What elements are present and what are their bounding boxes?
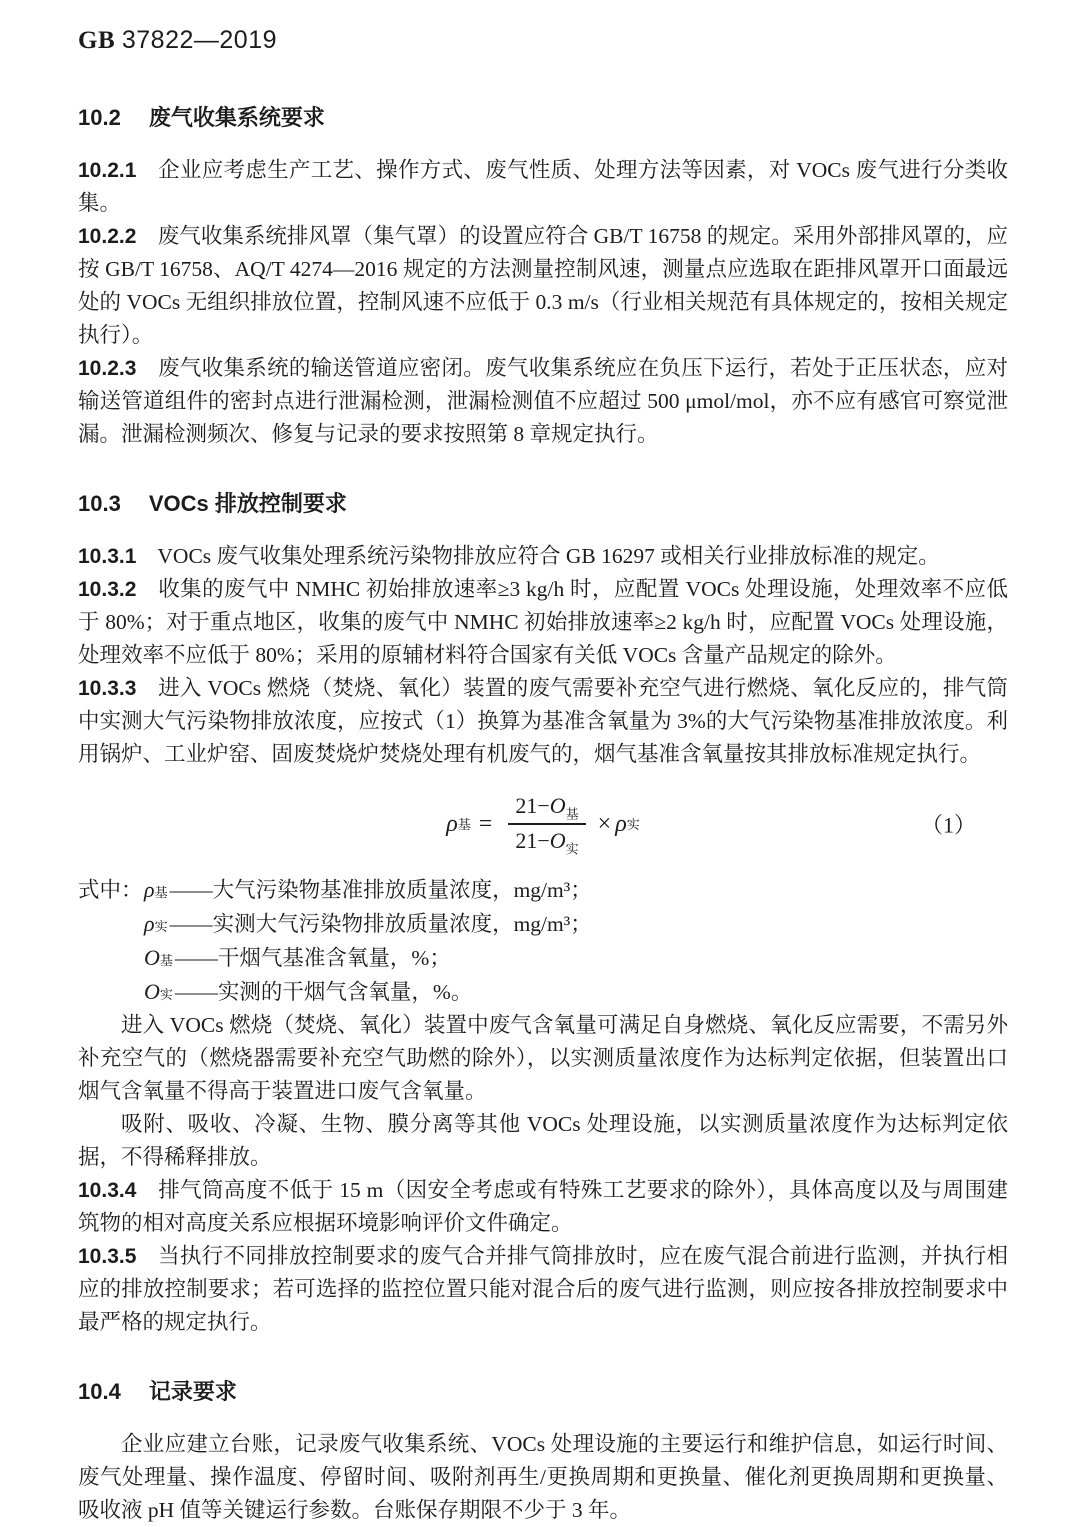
doc-code-header <box>78 26 1008 55</box>
clause-number: 10.3.3 <box>78 677 137 700</box>
symbol-o-base: O <box>144 945 160 970</box>
paragraph-combustion-oxygen: 进入 VOCs 燃烧（焚烧、氧化）装置中废气含氧量可满足自身燃烧、氧化反应需要，不需另外补充空气的（燃烧器需要补充空气助燃的除外），以实测质量浓度作为达标判定依据，但装置出口烟气含氧量不得高于装置进口废气含氧量。 <box>78 1013 1008 1103</box>
formula-lhs-symbol: ρ <box>446 810 458 837</box>
formula-block <box>78 781 1008 867</box>
clause-10-3-3 <box>78 672 1008 771</box>
symbol-description: ——干烟气基准含氧量，%； <box>174 946 451 970</box>
symbol-subscript: 基 <box>154 885 168 900</box>
symbol-description: ——大气污染物基准排放质量浓度，mg/m³； <box>169 878 592 902</box>
where-row <box>78 907 1008 941</box>
clause-10-2-3 <box>78 352 1008 451</box>
numerator-symbol: O <box>549 792 566 818</box>
symbol-subscript: 实 <box>159 987 173 1002</box>
section-heading-10-3 <box>78 487 1008 518</box>
section-title: 废气收集系统要求 <box>148 105 325 130</box>
clause-text: 进入 VOCs 燃烧（焚烧、氧化）装置的废气需要补充空气进行燃烧、氧化反应的，排气筒中实测大气污染物排放浓度，应按式（1）换算为基准含氧量为 3%的大气污染物基准排放浓度。利用锅炉、工业炉窑、固废焚烧炉焚烧处理有机废气的，烟气基准含氧量按其排放标准规定执行。 <box>78 676 1009 766</box>
clause-10-3-4 <box>78 1174 1008 1240</box>
section-heading-10-2 <box>78 101 1008 132</box>
clause-10-3-5 <box>78 1240 1008 1339</box>
clause-text: 收集的废气中 NMHC 初始排放速率≥3 kg/h 时，应配置 VOCs 处理设施，处理效率不应低于 80%；对于重点地区，收集的废气中 NMHC 初始排放速率≥2 kg/h 时，应配置 VOCs 处理设施，处理效率不应低于 80%；采用的原辅材料符合国家有关低 VOCs 含量产品规定的除外。 <box>78 577 1008 667</box>
where-row <box>78 941 1008 975</box>
fraction <box>508 793 585 856</box>
section-title: VOCs 排放控制要求 <box>148 491 347 516</box>
section-number: 10.3 <box>78 491 121 516</box>
clause-number: 10.3.5 <box>78 1245 137 1268</box>
equals-sign: = <box>478 810 493 837</box>
clause-number: 10.3.2 <box>78 578 137 601</box>
clause-text: 排气筒高度不低于 15 m（因安全考虑或有特殊工艺要求的除外），具体高度以及与周围建筑物的相对高度关系应根据环境影响评价文件确定。 <box>78 1178 1009 1235</box>
denominator-symbol: O <box>549 828 566 853</box>
symbol-rho-base: ρ <box>144 877 155 902</box>
fraction-numerator <box>508 793 585 825</box>
section-number: 10.4 <box>78 1379 121 1404</box>
symbol-subscript: 基 <box>159 953 173 968</box>
clause-10-3-2 <box>78 573 1008 672</box>
where-label: 式中： <box>78 878 143 902</box>
clause-number: 10.2.1 <box>78 159 137 182</box>
clause-number: 10.2.3 <box>78 357 137 380</box>
denominator-prefix: 21− <box>515 828 550 853</box>
symbol-description: ——实测的干烟气含氧量，%。 <box>174 980 473 1004</box>
paragraph-other-treatment: 吸附、吸收、冷凝、生物、膜分离等其他 VOCs 处理设施，以实测质量浓度作为达标判定依据，不得稀释排放。 <box>78 1112 1008 1169</box>
formula-rhs-symbol: ρ <box>615 810 627 837</box>
clause-text: 废气收集系统的输送管道应密闭。废气收集系统应在负压下运行，若处于正压状态，应对输送管道组件的密封点进行泄漏检测，泄漏检测值不应超过 500 μmol/mol，亦不应有感官可察觉泄漏。泄漏检测频次、修复与记录的要求按照第 8 章规定执行。 <box>78 356 1009 446</box>
where-block <box>78 873 1008 1009</box>
clause-text: 废气收集系统排风罩（集气罩）的设置应符合 GB/T 16758 的规定。采用外部排风罩的，应按 GB/T 16758、AQ/T 4274—2016 规定的方法测量控制风速，测量点应选取在距排风罩开口面最远处的 VOCs 无组织排放位置，控制风速不应低于 0.3 m/s（行业相关规范有具体规定的，按相关规定执行）。 <box>78 224 1009 347</box>
symbol-subscript: 实 <box>154 919 168 934</box>
section-title: 记录要求 <box>148 1379 237 1404</box>
clause-10-2-1 <box>78 154 1008 220</box>
doc-code-prefix: GB <box>78 27 116 54</box>
denominator-subscript: 实 <box>565 841 579 857</box>
section-number: 10.2 <box>78 105 121 130</box>
section-heading-10-4 <box>78 1375 1008 1406</box>
formula-rhs-subscript: 实 <box>626 816 640 832</box>
multiply-sign: × <box>597 810 612 837</box>
clause-10-2-2 <box>78 220 1008 352</box>
where-row <box>78 873 1008 907</box>
clause-number: 10.2.2 <box>78 225 137 248</box>
clause-number: 10.3.4 <box>78 1179 137 1202</box>
numerator-prefix: 21− <box>515 792 550 818</box>
symbol-o-measured: O <box>144 979 160 1004</box>
fraction-denominator <box>508 825 585 855</box>
clause-number: 10.3.1 <box>78 545 137 568</box>
symbol-rho-measured: ρ <box>144 911 155 936</box>
formula-equation-1 <box>446 793 640 856</box>
clause-text: 当执行不同排放控制要求的废气合并排气筒排放时，应在废气混合前进行监测，并执行相应的排放控制要求；若可选择的监控位置只能对混合后的废气进行监测，则应按各排放控制要求中最严格的规定执行。 <box>78 1244 1009 1334</box>
paragraph-record-keeping: 企业应建立台账，记录废气收集系统、VOCs 处理设施的主要运行和维护信息，如运行时间、废气处理量、操作温度、停留时间、吸附剂再生/更换周期和更换量、催化剂更换周期和更换量、吸收液 pH 值等关键运行参数。台账保存期限不少于 3 年。 <box>78 1432 1008 1522</box>
equation-number: （1） <box>920 812 976 838</box>
clause-text: VOCs 废气收集处理系统污染物排放应符合 GB 16297 或相关行业排放标准的规定。 <box>157 544 940 568</box>
formula-lhs-subscript: 基 <box>457 816 471 832</box>
where-row <box>78 975 1008 1009</box>
numerator-subscript: 基 <box>565 806 579 821</box>
symbol-description: ——实测大气污染物排放质量浓度，mg/m³； <box>169 912 592 936</box>
clause-text: 企业应考虑生产工艺、操作方式、废气性质、处理方法等因素，对 VOCs 废气进行分类收集。 <box>78 158 1009 215</box>
clause-10-3-1 <box>78 540 1008 573</box>
doc-code-number: 37822—2019 <box>121 26 278 54</box>
